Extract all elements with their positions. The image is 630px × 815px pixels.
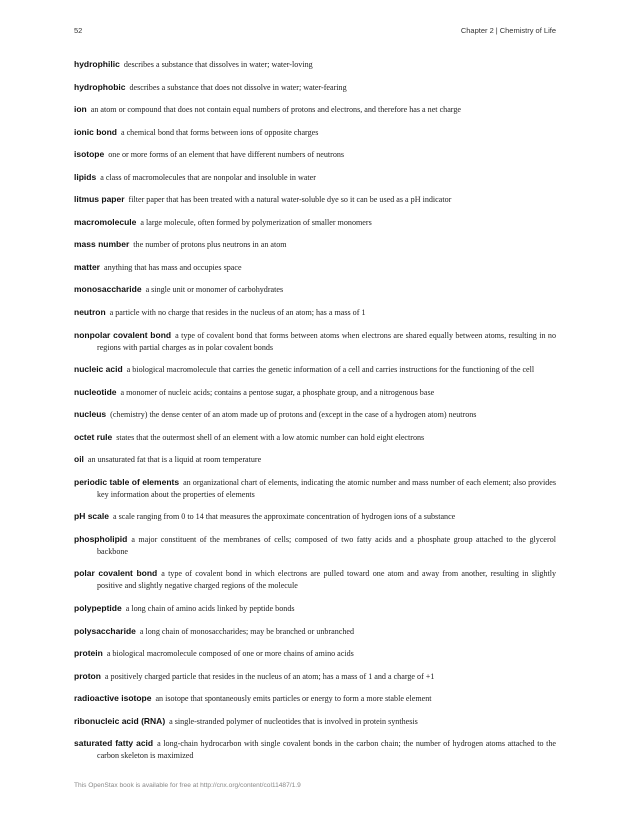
glossary-term: matter: [74, 261, 100, 272]
glossary-definition: a class of macromolecules that are nonpolar and insoluble in water: [100, 172, 316, 182]
glossary-definition: a positively charged particle that resides in the nucleus of an atom; has a mass of 1 and a charge of +1: [104, 671, 435, 681]
glossary-definition: anything that has mass and occupies space: [103, 262, 242, 272]
glossary-entry: [74, 238, 556, 251]
glossary-definition: (chemistry) the dense center of an atom made up of protons and (except in the case of a hydrogen atom) neutrons: [110, 410, 477, 420]
glossary-entry: [74, 126, 556, 139]
glossary-term: hydrophilic: [74, 59, 120, 69]
glossary-term: hydrophobic: [74, 81, 126, 92]
glossary-definition: a chemical bond that forms between ions of opposite charges: [120, 127, 319, 137]
glossary-term: phospholipid: [74, 533, 128, 544]
glossary-term: nucleus: [74, 409, 107, 420]
glossary-term: neutron: [74, 307, 106, 318]
glossary-definition: a type of covalent bond in which electrons are pulled toward one atom and away from another, resulting in slightly positive and slightly negative charged regions of the molecule: [97, 569, 556, 591]
glossary-entry: [74, 670, 556, 683]
glossary-term: ionic bond: [74, 126, 117, 137]
glossary-entry: [74, 193, 556, 206]
glossary-term: lipids: [74, 171, 97, 182]
chapter-label: Chapter 2: [460, 26, 494, 35]
glossary-entry: [74, 533, 556, 558]
glossary-term: oil: [74, 454, 84, 465]
glossary-term: mass number: [74, 239, 130, 250]
glossary-term: protein: [74, 648, 103, 659]
glossary-definition: a major constituent of the membranes of cells; composed of two fatty acids and a phosphate group attached to the glycerol backbone: [97, 534, 556, 556]
glossary-term: proton: [74, 670, 101, 681]
glossary-entry: [74, 625, 556, 638]
footer-note: This OpenStax book is available for free at http://cnx.org/content/col11487/1.9: [74, 782, 301, 789]
glossary-definition: describes a substance that dissolves in water; water-loving: [123, 60, 313, 69]
glossary-definition: a biological macromolecule that carries the genetic information of a cell and carries instructions for the functioning of the cell: [126, 365, 535, 375]
glossary-entry: [74, 386, 556, 399]
glossary-list: [74, 58, 556, 772]
glossary-definition: one or more forms of an element that have different numbers of neutrons: [108, 150, 345, 160]
glossary-term: polar covalent bond: [74, 568, 158, 579]
glossary-definition: the number of protons plus neutrons in an atom: [133, 240, 287, 250]
glossary-definition: states that the outermost shell of an element with a low atomic number can hold eight electrons: [116, 432, 425, 442]
glossary-entry: [74, 408, 556, 421]
glossary-entry: [74, 58, 556, 71]
glossary-entry: [74, 261, 556, 274]
glossary-entry: [74, 647, 556, 660]
glossary-term: polypeptide: [74, 603, 122, 614]
glossary-definition: an organizational chart of elements, indicating the atomic number and mass number of each element; also provides key information about the properties of elements: [97, 477, 556, 499]
glossary-definition: a type of covalent bond that forms between atoms when electrons are shared equally between atoms, resulting in no regions with partial charges as in polar covalent bonds: [97, 330, 557, 352]
glossary-term: ion: [74, 104, 87, 115]
glossary-term: monosaccharide: [74, 284, 142, 295]
glossary-entry: [74, 171, 556, 184]
glossary-term: pH scale: [74, 511, 109, 522]
glossary-entry: [74, 148, 556, 161]
glossary-definition: an isotope that spontaneously emits particles or energy to form a more stable element: [155, 694, 432, 704]
glossary-definition: a scale ranging from 0 to 14 that measures the approximate concentration of hydrogen ions of a substance: [112, 512, 456, 522]
header-separator: |: [495, 26, 498, 35]
glossary-definition: a large molecule, often formed by polymerization of smaller monomers: [140, 217, 372, 227]
glossary-entry: [74, 567, 556, 592]
glossary-entry: [74, 431, 556, 444]
glossary-definition: a single-stranded polymer of nucleotides that is involved in protein synthesis: [169, 716, 418, 726]
glossary-definition: a biological macromolecule composed of one or more chains of amino acids: [106, 649, 354, 659]
glossary-term: macromolecule: [74, 216, 137, 227]
glossary-definition: a monomer of nucleic acids; contains a pentose sugar, a phosphate group, and a nitrogenous base: [120, 387, 435, 397]
glossary-definition: a single unit or monomer of carbohydrates: [145, 285, 284, 295]
glossary-term: ribonucleic acid (RNA): [74, 715, 166, 726]
glossary-entry: [74, 103, 556, 116]
glossary-term: periodic table of elements: [74, 476, 180, 487]
glossary-term: nonpolar covalent bond: [74, 329, 172, 340]
glossary-definition: an atom or compound that does not contain equal numbers of protons and electrons, and therefore has a net charge: [90, 105, 461, 115]
glossary-entry: [74, 715, 556, 728]
glossary-entry: [74, 283, 556, 296]
glossary-term: octet rule: [74, 431, 113, 442]
glossary-entry: [74, 216, 556, 229]
glossary-term: nucleotide: [74, 386, 117, 397]
glossary-definition: describes a substance that does not dissolve in water; water-fearing: [129, 82, 347, 92]
glossary-term: saturated fatty acid: [74, 738, 154, 749]
glossary-definition: a long chain of amino acids linked by peptide bonds: [125, 604, 295, 614]
glossary-entry: [74, 329, 556, 354]
glossary-term: isotope: [74, 149, 105, 160]
glossary-definition: filter paper that has been treated with a natural water-soluble dye so it can be used as a pH indicator: [128, 195, 452, 205]
glossary-entry: [74, 476, 556, 501]
glossary-entry: [74, 692, 556, 705]
glossary-definition: a long-chain hydrocarbon with single covalent bonds in the carbon chain; the number of hydrogen atoms attached to the carbon skeleton is maximized: [97, 739, 556, 761]
glossary-entry: [74, 737, 556, 762]
glossary-definition: a long chain of monosaccharides; may be branched or unbranched: [139, 626, 355, 636]
glossary-term: litmus paper: [74, 194, 125, 205]
glossary-entry: [74, 363, 556, 376]
page-number: 52: [74, 26, 83, 35]
glossary-term: radioactive isotope: [74, 693, 152, 704]
glossary-definition: an unsaturated fat that is a liquid at room temperature: [87, 455, 262, 465]
glossary-entry: [74, 453, 556, 466]
glossary-entry: [74, 306, 556, 319]
glossary-entry: [74, 81, 556, 94]
glossary-entry: [74, 602, 556, 615]
running-header: [461, 26, 556, 35]
glossary-entry: [74, 510, 556, 523]
glossary-definition: a particle with no charge that resides in the nucleus of an atom; has a mass of 1: [109, 308, 366, 318]
chapter-title: Chemistry of Life: [499, 26, 556, 35]
glossary-term: nucleic acid: [74, 364, 123, 375]
glossary-term: polysaccharide: [74, 625, 136, 636]
